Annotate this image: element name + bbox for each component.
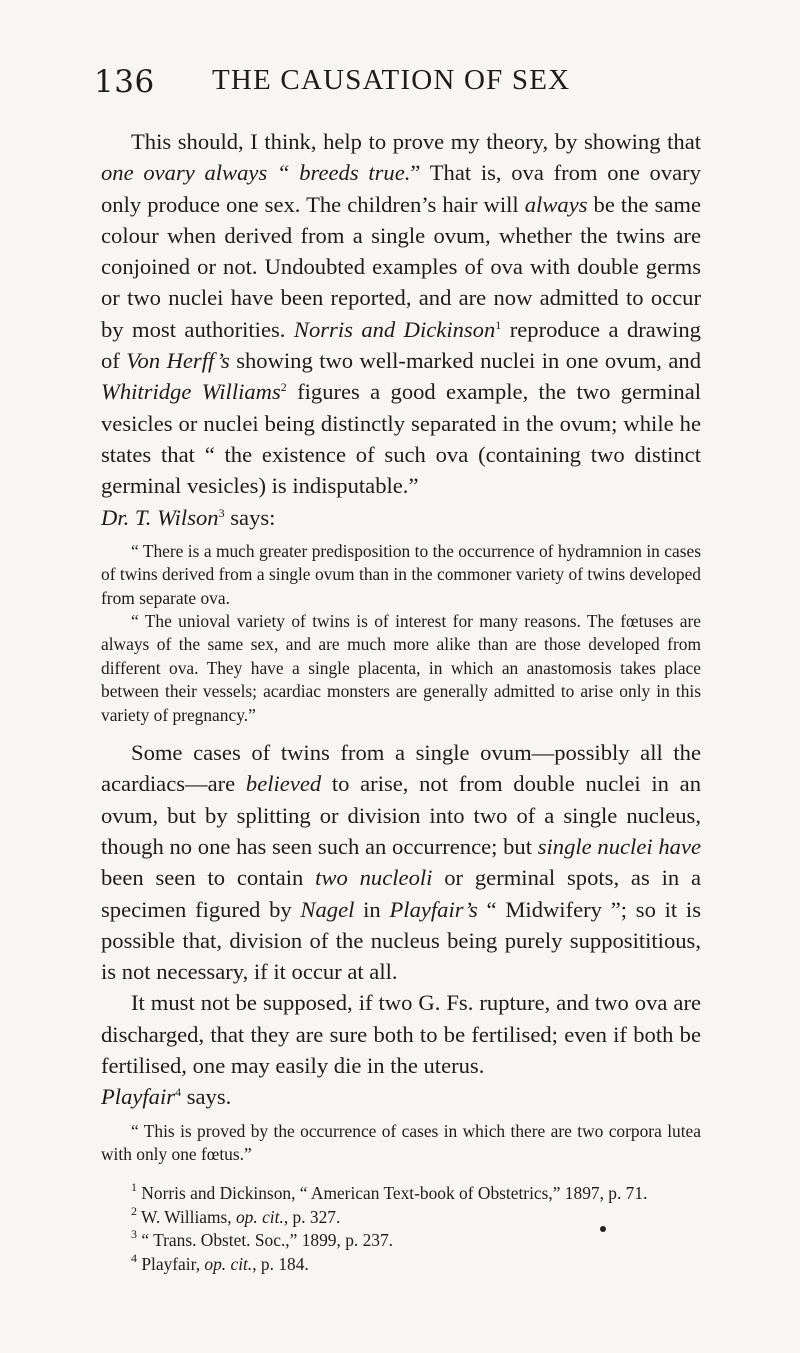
- paragraph-3: Some cases of twins from a single ovum—possibly all the acardiacs—are believed to arise, not from double nuclei in an ovum, but by splitting or division into two of a single nucleus, though no one has seen such an occurrence; but single nuclei have been seen to contain two nucleoli or germinal spots, as in a specimen figured by Nagel in Playfair’s “ Midwifery ”; so it is possible that, division of the nucleus being purely supposititious, is not necessary, if it occur at all.: [101, 740, 702, 985]
- footnote-ref-2: 2: [280, 380, 287, 395]
- footnote-ref-1: 1: [495, 317, 502, 332]
- footnote-ref-3: 3: [218, 505, 225, 520]
- paragraph-5: Playfair$^4$ says.: [101, 1084, 232, 1110]
- paragraph-4: It must not be supposed, if two G. Fs. rupture, and two ova are discharged, that they are sure both to be fertilised; even if both be fertilised, one may easily die in the uterus.: [101, 990, 701, 1079]
- page-header: [94, 64, 700, 104]
- paragraph-2: Dr. T. Wilson$^3$ says:: [101, 504, 276, 530]
- footnote-1: $^1$ Norris and Dickinson, “ American Text-book of Obstetrics,” 1897, p. 71.: [131, 1180, 648, 1204]
- block-quote-1: [101, 540, 701, 727]
- block-quote-2: [101, 1120, 701, 1167]
- body-text: [101, 126, 701, 1276]
- footnotes: [101, 1182, 701, 1276]
- footnote-2: $^2$ W. Williams, op. cit., p. 327.: [131, 1203, 341, 1227]
- quote-paragraph: “ This is proved by the occurrence of cases in which there are two corpora lutea with only one fœtus.”: [101, 1120, 701, 1165]
- quote-paragraph: “ The unioval variety of twins is of interest for many reasons. The fœtuses are always of the same sex, and are much more alike than are those developed from different ova. They have a single placenta, in which an anastomosis takes place between their vessels; acardiac monsters are generally admitted to arise only in this variety of pregnancy.”: [101, 611, 701, 725]
- paragraph-1: This should, I think, help to prove my theory, by showing that one ovary always “ breeds true.” That is, ova from one ovary only produce one sex. The children’s hair will always be the same colour when derived from a single ovum, whether the twins are conjoined or not. Undoubted examples of ova with double germs or two nuclei have been reported, and are now admitted to occur by most authorities. Norris and Dickinson$^1$ reproduce a drawing of Von Herff’s showing two well-marked nuclei in one ovum, and Whitridge Williams$^2$ figures a good example, the two germinal vesicles or nuclei being distinctly separated in the ovum; while he states that “ the existence of such ova (containing two distinct germinal vesicles) is indisputable.”: [101, 129, 701, 499]
- running-title: THE CAUSATION OF SEX: [212, 64, 571, 96]
- footnote-3: $^3$ “ Trans. Obstet. Soc.,” 1899, p. 237.: [131, 1227, 394, 1251]
- page-number: 136: [94, 64, 155, 100]
- ink-dot: [600, 1226, 606, 1232]
- footnote-4: $^4$ Playfair, op. cit., p. 184.: [131, 1250, 309, 1274]
- footnote-ref-4: 4: [175, 1085, 182, 1100]
- quote-paragraph: “ There is a much greater predisposition to the occurrence of hydramnion in cases of twins derived from a single ovum than in the commoner variety of twins developed from separate ova.: [101, 540, 701, 608]
